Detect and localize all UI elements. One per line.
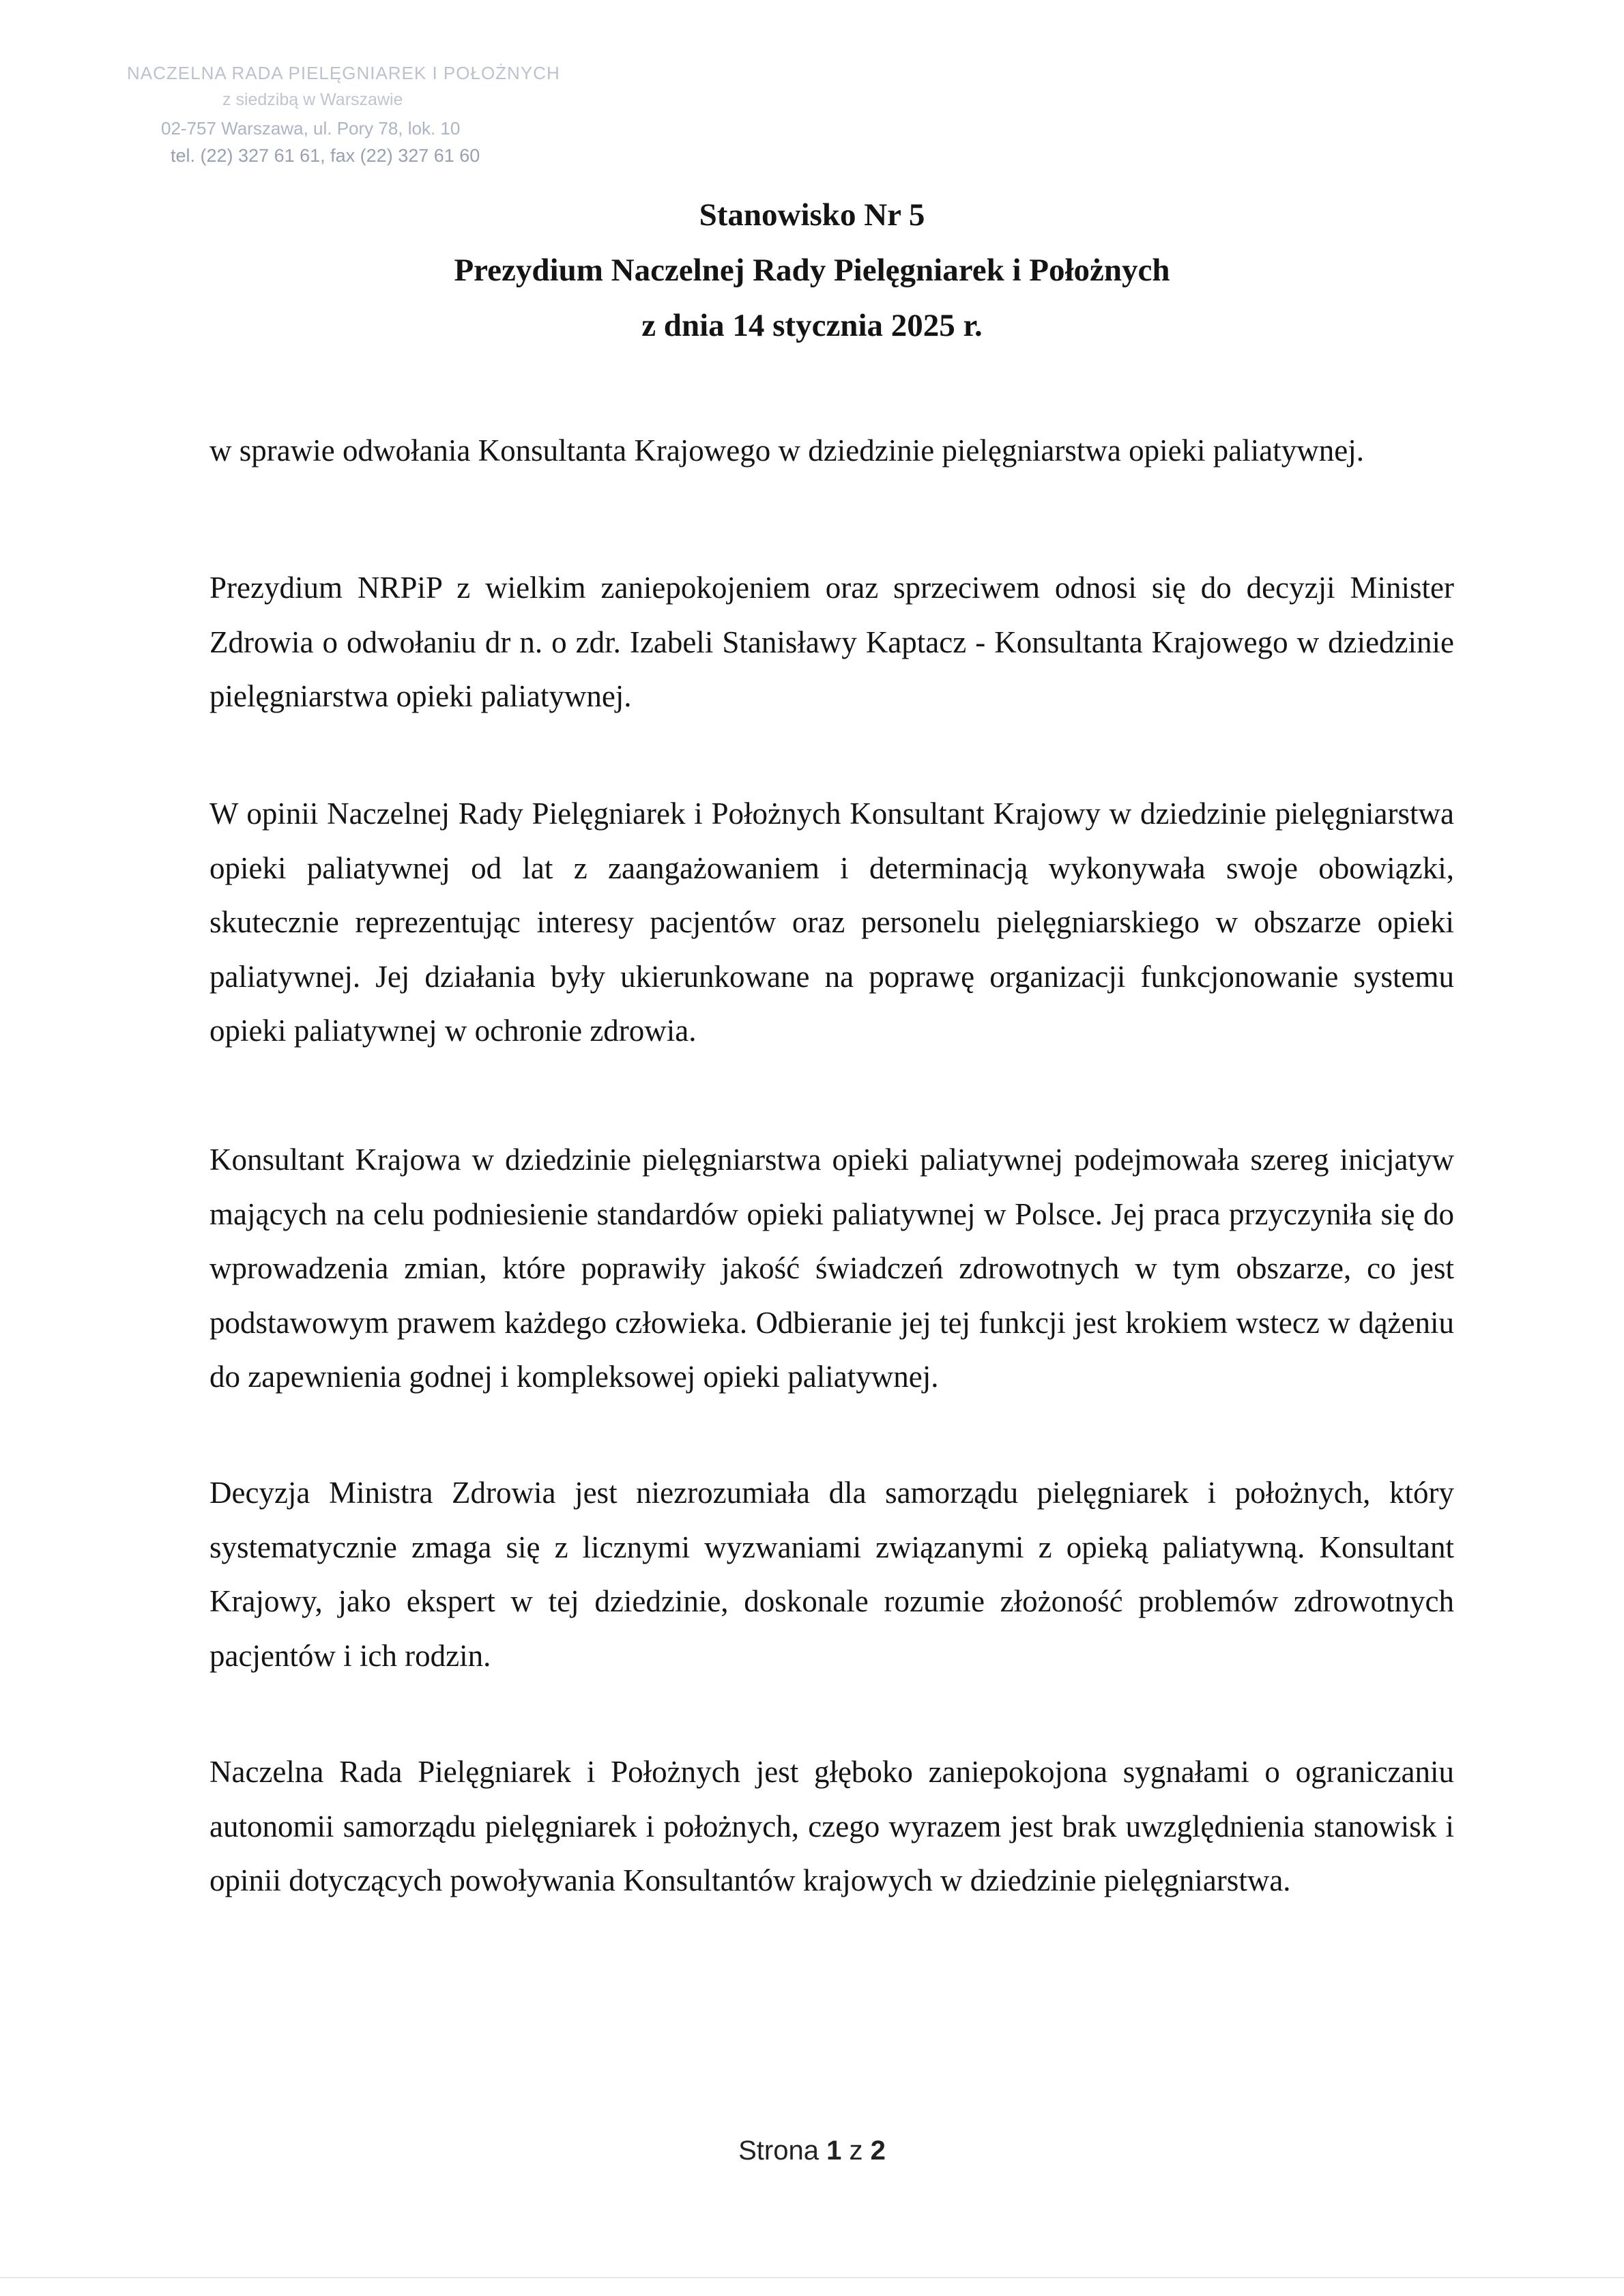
scan-edge-divider [0, 2277, 1624, 2278]
current-page-number: 1 [826, 2136, 842, 2166]
document-number: Stanowisko Nr 5 [699, 197, 925, 233]
page-separator: z [849, 2136, 863, 2166]
paragraph-2: W opinii Naczelnej Rady Pielęgniarek i Położnych Konsultant Krajowy w dziedzinie pielęgniarstwa opieki paliatywnej od lat z zaangażowaniem i determinacją wykonywała swoje obowiązki, skutecznie reprezentując interesy pacjentów oraz personelu pielęgniarskiego w obszarze opieki paliatywnej. Jej działania były ukierunkowane na poprawę organizacji funkcjonowanie systemu opieki paliatywnej w ochronie zdrowia. [209, 797, 1454, 1048]
stamp-address: 02-757 Warszawa, ul. Pory 78, lok. 10 [161, 118, 461, 139]
stamp-phone-fax: tel. (22) 327 61 61, fax (22) 327 61 60 [171, 145, 480, 166]
document-date: z dnia 14 stycznia 2025 r. [641, 308, 983, 343]
paragraph-4: Decyzja Ministra Zdrowia jest niezrozumiała dla samorządu pielęgniarek i położnych, który systematycznie zmaga się z licznymi wyzwaniami związanymi z opieką paliatywną. Konsultant Krajowy, jako ekspert w tej dziedzinie, doskonale rozumie złożoność problemów zdrowotnych pacjentów i ich rodzin. [209, 1476, 1454, 1673]
page-label: Strona [738, 2136, 819, 2166]
stamp-seat: z siedzibą w Warszawie [222, 90, 403, 109]
paragraph-5: Naczelna Rada Pielęgniarek i Położnych jest głęboko zaniepokojona sygnałami o ograniczaniu autonomii samorządu pielęgniarek i położnych, czego wyrazem jest brak uwzględnienia stanowisk i opinii dotyczących powoływania Konsultantów krajowych w dziedzinie pielęgniarstwa. [209, 1755, 1454, 1897]
document-subject: w sprawie odwołania Konsultanta Krajowego w dziedzinie pielęgniarstwa opieki paliatywnej. [209, 433, 1364, 468]
page-footer [0, 2134, 1624, 2167]
issuing-body: Prezydium Naczelnej Rady Pielęgniarek i Położnych [454, 253, 1170, 288]
document-header [0, 188, 1624, 354]
total-page-number: 2 [870, 2136, 886, 2166]
paragraph-3: Konsultant Krajowa w dziedzinie pielęgniarstwa opieki paliatywnej podejmowała szereg inicjatyw mających na celu podniesienie standardów opieki paliatywnej w Polsce. Jej praca przyczyniła się do wprowadzenia zmian, które poprawiły jakość świadczeń zdrowotnych w tym obszarze, co jest podstawowym prawem każdego człowieka. Odbieranie jej tej funkcji jest krokiem wstecz w dążeniu do zapewnienia godnej i kompleksowej opieki paliatywnej. [209, 1143, 1454, 1394]
stamp-organization-name: NACZELNA RADA PIELĘGNIAREK I POŁOŻNYCH [127, 63, 560, 83]
organization-stamp [121, 64, 558, 165]
paragraph-1: Prezydium NRPiP z wielkim zaniepokojeniem oraz sprzeciwem odnosi się do decyzji Minister Zdrowia o odwołaniu dr n. o zdr. Izabeli Stanisławy Kaptacz - Konsultanta Krajowego w dziedzinie pielęgniarstwa opieki paliatywnej. [209, 571, 1454, 713]
